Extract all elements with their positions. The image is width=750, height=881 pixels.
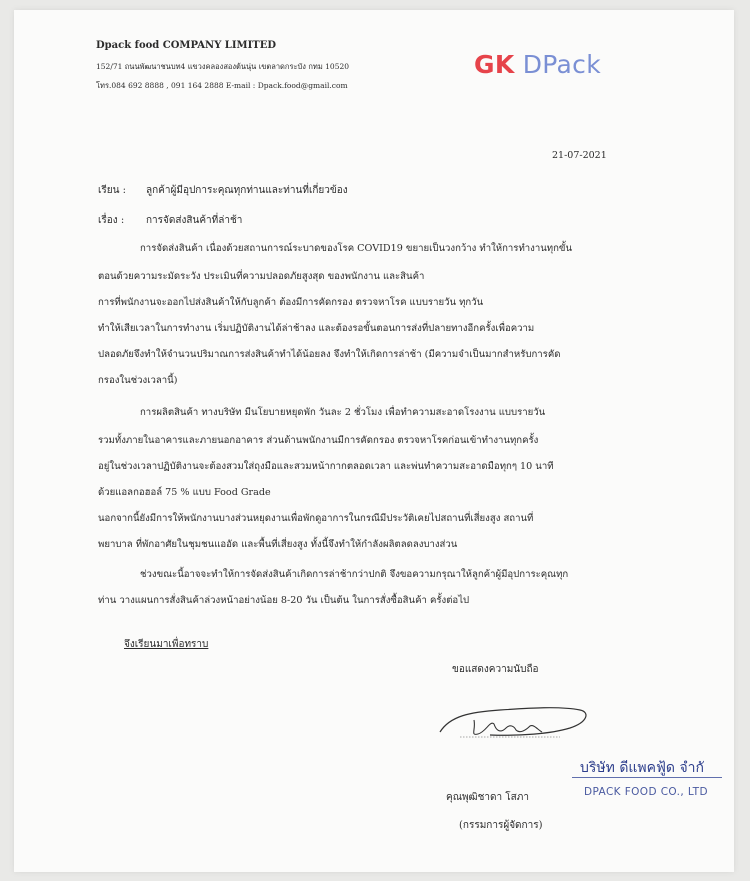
body-line: พยาบาล ที่พักอาศัยในชุมชนแออัด และพื้นที่เสี่ยงสูง ทั้งนี้จึงทำให้กำลังผลิตลดลงบางส่วน: [98, 539, 458, 550]
body-line: ช่วงขณะนี้อาจจะทำให้การจัดส่งสินค้าเกิดการล่าช้ากว่าปกติ จึงขอความกรุณาให้ลูกค้าผู้มีอุปการะคุณทุก: [140, 569, 569, 580]
signer-name: คุณพุฒิชาดา โสภา: [446, 792, 529, 803]
body-line: ตอนด้วยความระมัดระวัง ประเมินที่ความปลอดภัยสูงสุด ของพนักงาน และสินค้า: [98, 271, 425, 282]
stamp-divider: [572, 777, 722, 778]
subject-text: การจัดส่งสินค้าที่ล่าช้า: [146, 215, 243, 226]
salutation-text: ลูกค้าผู้มีอุปการะคุณทุกท่านและท่านที่เกี่ยวข้อง: [146, 185, 348, 196]
body-line: นอกจากนี้ยังมีการให้พนักงานบางส่วนหยุดงานเพื่อพักดูอาการในกรณีมีประวัติเคยไปสถานที่เสี่ยงสูง สถานที่: [98, 513, 534, 524]
handwritten-signature: [430, 690, 600, 750]
company-address: 152/71 ถนนพัฒนาชนบท4 แขวงคลองสองต้นนุ่น เขตลาดกระบัง กทม 10520: [96, 62, 350, 71]
body-line: การผลิตสินค้า ทางบริษัท มีนโยบายหยุดพัก วันละ 2 ชั่วโมง เพื่อทำความสะอาดโรงงาน แบบรายวัน: [140, 407, 546, 418]
subject-label: เรื่อง :: [98, 215, 125, 226]
body-line: การจัดส่งสินค้า เนื่องด้วยสถานการณ์ระบาดของโรค COVID19 ขยายเป็นวงกว้าง ทำให้การทำงานทุกขั้น: [140, 243, 573, 254]
company-contact: โทร.084 692 8888 , 091 164 2888 E-mail : Dpack.food@gmail.com: [96, 81, 348, 90]
body-line: รวมทั้งภายในอาคารและภายนอกอาคาร ส่วนด้านพนักงานมีการคัดกรอง ตรวจหาโรคก่อนเข้าทำงานทุกครั้ง: [98, 435, 539, 446]
company-stamp-thai: บริษัท ดีแพคฟู้ด จำกั: [580, 760, 705, 776]
body-line: ท่าน วางแผนการสั่งสินค้าล่วงหน้าอย่างน้อย 8-20 วัน เป็นต้น ในการสั่งซื้อสินค้า ครั้งต่อไป: [98, 595, 470, 606]
company-logo: [474, 50, 601, 79]
company-stamp-english: DPACK FOOD CO., LTD: [584, 786, 708, 798]
logo-dpack: DPack: [514, 50, 601, 79]
body-line: ทำให้เสียเวลาในการทำงาน เริ่มปฏิบัติงานได้ล่าช้าลง และต้องรอขั้นตอนการส่งที่ปลายทางอีกครั้งเพื่อความ: [98, 323, 535, 334]
letter-date: 21-07-2021: [552, 150, 607, 161]
body-line: กรองในช่วงเวลานี้): [98, 375, 178, 386]
body-line: ปลอดภัยจึงทำให้จำนวนปริมาณการส่งสินค้าทำได้น้อยลง จึงทำให้เกิดการล่าช้า (มีความจำเป็นมากสำหรับการคัด: [98, 349, 561, 360]
body-line: อยู่ในช่วงเวลาปฏิบัติงานจะต้องสวมใส่ถุงมือและสวมหน้ากากตลอดเวลา และพ่นทำความสะอาดมือทุกๆ 10 นาที: [98, 461, 554, 472]
body-line: ด้วยแอลกอฮอล์ 75 % แบบ Food Grade: [98, 487, 271, 498]
signer-title: (กรรมการผู้จัดการ): [459, 820, 543, 831]
sign-off-phrase: จึงเรียนมาเพื่อทราบ: [124, 639, 209, 650]
logo-gk: GK: [474, 50, 515, 79]
company-name: Dpack food COMPANY LIMITED: [96, 40, 276, 51]
body-line: การที่พนักงานจะออกไปส่งสินค้าให้กับลูกค้า ต้องมีการคัดกรอง ตรวจหาโรค แบบรายวัน ทุกวัน: [98, 297, 484, 308]
closing-phrase: ขอแสดงความนับถือ: [452, 664, 539, 675]
salutation-label: เรียน :: [98, 185, 127, 196]
